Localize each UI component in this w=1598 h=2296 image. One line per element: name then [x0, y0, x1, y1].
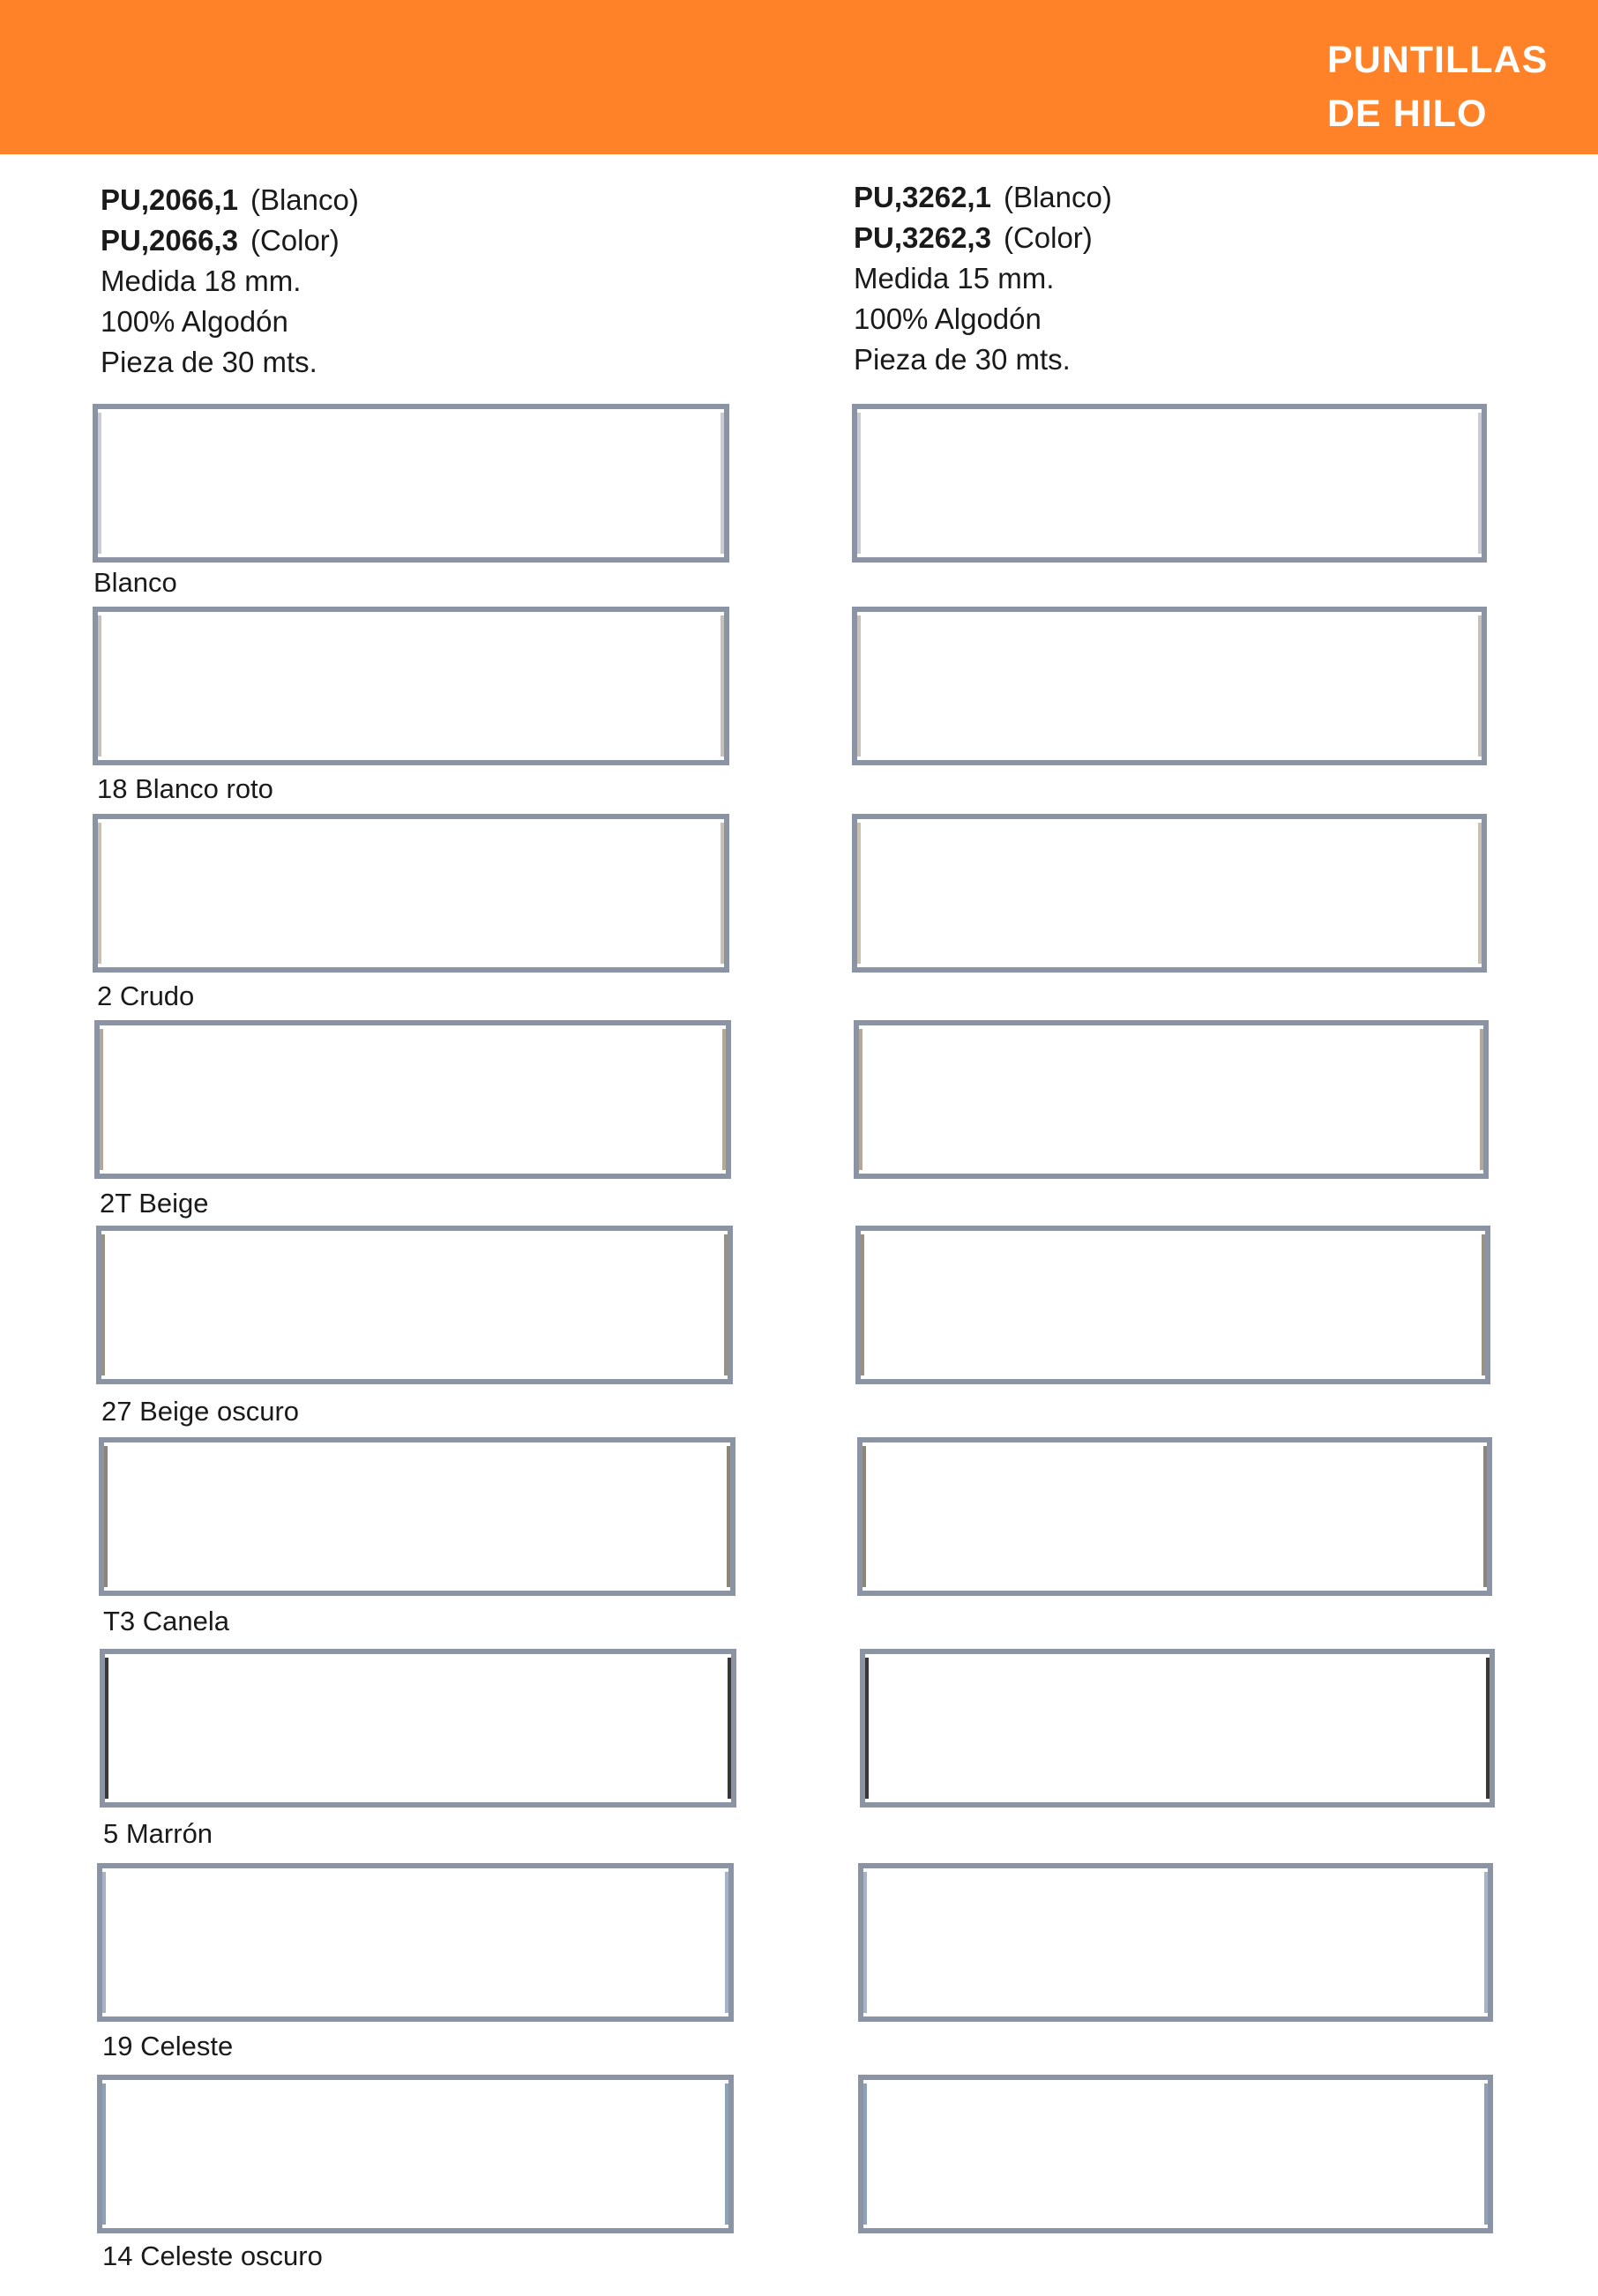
- lace-edge-texture: [101, 1234, 105, 1375]
- lace-swatch: [99, 1437, 736, 1596]
- lace-edge-texture: [857, 413, 861, 554]
- lace-edge-texture: [721, 823, 724, 964]
- color-label: 2 Crudo: [97, 980, 195, 1011]
- lace-edge-texture: [104, 1446, 108, 1587]
- lace-edge-texture: [863, 1872, 867, 2013]
- lace-edge-texture: [862, 1446, 866, 1587]
- product-code: PU,2066,3: [101, 224, 238, 257]
- product-size: Medida 18 mm.: [101, 265, 302, 297]
- product-code: PU,3262,1: [854, 181, 991, 213]
- lace-edge-texture: [1484, 1872, 1488, 2013]
- lace-swatch: [96, 1226, 733, 1384]
- section-title-line2: DE HILO: [1327, 93, 1488, 135]
- color-label: Blanco: [93, 567, 177, 598]
- lace-edge-texture: [722, 1029, 726, 1170]
- lace-swatch: [93, 607, 729, 765]
- product-code-color-line: [854, 218, 1112, 258]
- product-piece: Pieza de 30 mts.: [101, 346, 317, 378]
- lace-edge-texture: [98, 823, 101, 964]
- lace-swatch: [852, 607, 1487, 765]
- lace-edge-texture: [861, 1234, 864, 1375]
- lace-edge-texture: [725, 1872, 728, 2013]
- product-info-2066: [101, 180, 359, 383]
- lace-swatch: [860, 1649, 1495, 1808]
- lace-swatch: [855, 1226, 1490, 1384]
- color-label: 19 Celeste: [102, 2031, 234, 2061]
- lace-swatch: [857, 1437, 1492, 1596]
- lace-edge-texture: [1478, 823, 1482, 964]
- lace-edge-texture: [721, 615, 724, 757]
- product-piece: Pieza de 30 mts.: [854, 343, 1071, 376]
- lace-swatch: [100, 1649, 736, 1808]
- product-code-color-line: [101, 220, 359, 261]
- lace-swatch: [854, 1020, 1489, 1179]
- lace-edge-texture: [100, 1029, 103, 1170]
- lace-swatch: [93, 814, 729, 973]
- lace-edge-texture: [98, 413, 101, 554]
- lace-edge-texture: [1483, 1446, 1487, 1587]
- lace-edge-texture: [857, 823, 861, 964]
- product-info-3262: [854, 177, 1112, 380]
- product-variant: (Blanco): [250, 183, 359, 216]
- color-label: 18 Blanco roto: [97, 773, 273, 804]
- lace-edge-texture: [1478, 615, 1482, 757]
- product-size: Medida 15 mm.: [854, 262, 1055, 294]
- color-label: 5 Marrón: [103, 1818, 213, 1849]
- lace-edge-texture: [721, 413, 724, 554]
- lace-edge-texture: [98, 615, 101, 757]
- color-label: 2T Beige: [100, 1188, 209, 1219]
- lace-edge-texture: [105, 1658, 108, 1799]
- lace-edge-texture: [1478, 413, 1482, 554]
- lace-edge-texture: [1480, 1029, 1483, 1170]
- lace-swatch: [97, 1863, 734, 2022]
- lace-edge-texture: [859, 1029, 862, 1170]
- lace-edge-texture: [725, 2084, 728, 2225]
- product-material: 100% Algodón: [101, 305, 288, 338]
- lace-edge-texture: [102, 1872, 106, 2013]
- product-variant: (Color): [1003, 221, 1093, 254]
- lace-edge-texture: [724, 1234, 728, 1375]
- page-header: [0, 0, 1598, 154]
- product-material: 100% Algodón: [854, 302, 1042, 335]
- lace-edge-texture: [1482, 1234, 1485, 1375]
- lace-swatch: [852, 814, 1487, 973]
- lace-edge-texture: [1484, 2084, 1488, 2225]
- lace-swatch: [858, 2075, 1493, 2233]
- color-label: T3 Canela: [103, 1606, 230, 1636]
- lace-edge-texture: [102, 2084, 106, 2225]
- lace-edge-texture: [1486, 1658, 1490, 1799]
- lace-edge-texture: [863, 2084, 867, 2225]
- product-code-white-line: [101, 180, 359, 220]
- section-title: [1327, 34, 1548, 141]
- product-code: PU,2066,1: [101, 183, 238, 216]
- lace-swatch: [97, 2075, 734, 2233]
- section-title-line1: PUNTILLAS: [1327, 39, 1549, 81]
- lace-swatch: [93, 404, 729, 563]
- product-code: PU,3262,3: [854, 221, 991, 254]
- lace-edge-texture: [727, 1446, 730, 1587]
- product-code-white-line: [854, 177, 1112, 218]
- lace-swatch: [858, 1863, 1493, 2022]
- color-label: 27 Beige oscuro: [101, 1396, 300, 1427]
- lace-edge-texture: [728, 1658, 731, 1799]
- lace-swatch: [94, 1020, 731, 1179]
- color-label: 14 Celeste oscuro: [102, 2240, 323, 2271]
- lace-swatch: [852, 404, 1487, 563]
- product-variant: (Color): [250, 224, 340, 257]
- product-variant: (Blanco): [1003, 181, 1112, 213]
- lace-edge-texture: [857, 615, 861, 757]
- lace-edge-texture: [865, 1658, 869, 1799]
